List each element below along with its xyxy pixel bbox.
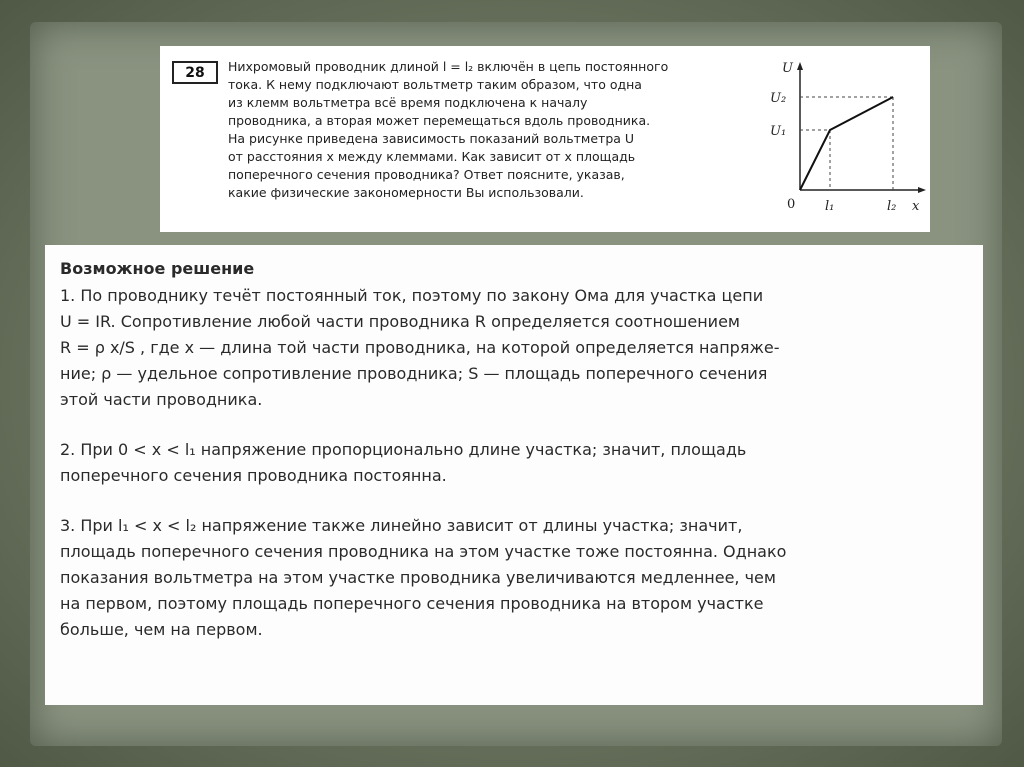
problem-line: от расстояния x между клеммами. Как зависит от x площадь	[228, 149, 636, 164]
solution-line: 2. При 0 < x < l₁ напряжение пропорционально длине участка; значит, площадь	[60, 440, 747, 459]
l1-label: l₁	[825, 199, 835, 214]
solution-line: U = IR. Сопротивление любой части проводника R определяется соотношением	[60, 312, 740, 331]
l2-label: l₂	[887, 199, 897, 214]
problem-line: На рисунке приведена зависимость показаний вольтметра U	[228, 131, 635, 146]
problem-line: из клемм вольтметра всё время подключена к началу	[228, 95, 588, 110]
solution-line: больше, чем на первом.	[60, 620, 263, 639]
problem-card	[160, 46, 930, 232]
voltage-line	[800, 97, 893, 190]
paragraph-gap	[60, 489, 970, 513]
solution-line: 3. При l₁ < x < l₂ напряжение также линейно зависит от длины участка; значит,	[60, 516, 743, 535]
solution-line: R = ρ x/S , где x — длина той части проводника, на которой определяется напряже-	[60, 338, 780, 357]
solution-text	[60, 283, 970, 643]
y-axis-label: U	[782, 61, 793, 76]
origin-label: 0	[787, 197, 796, 212]
problem-line: тока. К нему подключают вольтметр таким образом, что одна	[228, 77, 642, 92]
y-axis-arrow-icon	[797, 62, 803, 70]
voltage-graph	[760, 50, 930, 230]
u2-label: U₂	[770, 91, 787, 106]
problem-number: 28	[172, 61, 218, 84]
paragraph-gap	[60, 413, 970, 437]
problem-line: Нихромовый проводник длиной l = l₂ включён в цепь постоянного	[228, 59, 669, 74]
problem-line: какие физические закономерности Вы использовали.	[228, 185, 584, 200]
x-axis-label: x	[912, 199, 920, 214]
problem-text	[228, 58, 758, 202]
problem-line: поперечного сечения проводника? Ответ поясните, указав,	[228, 167, 625, 182]
solution-line: поперечного сечения проводника постоянна.	[60, 466, 447, 485]
solution-line: на первом, поэтому площадь поперечного сечения проводника на втором участке	[60, 594, 764, 613]
problem-line: проводника, а вторая может перемещаться вдоль проводника.	[228, 113, 651, 128]
u1-label: U₁	[770, 124, 787, 139]
solution-line: этой части проводника.	[60, 390, 263, 409]
solution-line: показания вольтметра на этом участке проводника увеличиваются медленнее, чем	[60, 568, 776, 587]
solution-line: ние; ρ — удельное сопротивление проводника; S — площадь поперечного сечения	[60, 364, 768, 383]
solution-card	[45, 245, 983, 705]
x-axis-arrow-icon	[918, 187, 926, 193]
solution-line: 1. По проводнику течёт постоянный ток, поэтому по закону Ома для участка цепи	[60, 286, 764, 305]
solution-title: Возможное решение	[60, 259, 255, 278]
solution-line: площадь поперечного сечения проводника на этом участке тоже постоянна. Однако	[60, 542, 787, 561]
